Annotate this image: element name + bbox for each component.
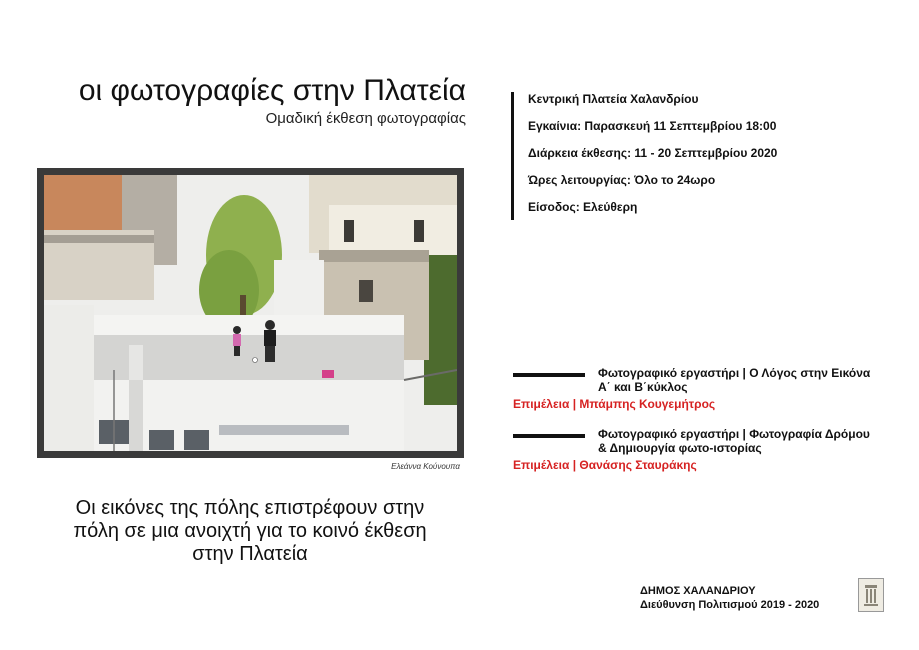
photo-window-front-2 (149, 430, 174, 450)
photo-building-brick (44, 175, 122, 230)
info-duration: Διάρκεια έκθεσης: 11 - 20 Σεπτεμβρίου 2020 (528, 146, 778, 160)
workshop-1-curator: Επιμέλεια | Μπάμπης Κουγεμήτρος (513, 397, 716, 411)
municipality-logo (858, 578, 884, 612)
photo-child-head (233, 326, 241, 334)
workshop-1-title (598, 366, 893, 394)
photo-balcony-left (44, 235, 154, 243)
workshop-1-title-line-2: Α΄ και Β΄κύκλος (598, 380, 688, 394)
photo-stone-window (359, 280, 373, 302)
footer-org-department: Διεύθυνση Πολιτισμού 2019 - 2020 (640, 599, 820, 611)
workshop-2-title (598, 427, 893, 455)
photo-window-right (344, 220, 354, 242)
photo-stone-top (319, 250, 429, 262)
tagline-line-2: πόλη σε μια ανοιχτή για το κοινό έκθεση (73, 520, 427, 542)
photo-credit: Ελεάννα Κούνουπα (391, 462, 460, 471)
photo-toy (322, 370, 334, 378)
info-hours: Ώρες λειτουργίας: Όλο το 24ωρο (528, 173, 716, 187)
exhibition-title: οι φωτογραφίες στην Πλατεία (78, 74, 466, 107)
photo-parapet-top (89, 315, 404, 335)
footer-org-name: ΔΗΜΟΣ ΧΑΛΑΝΔΡΙΟΥ (640, 585, 756, 597)
event-info (511, 92, 891, 220)
workshop-2-title-line-2: & Δημιουργία φωτο-ιστορίας (598, 441, 762, 455)
photo-window-front-3 (184, 430, 209, 450)
tagline-line-1: Οι εικόνες της πόλης επιστρέφουν στην (75, 497, 425, 519)
workshop-1-bar (513, 373, 585, 377)
photo-chimney-2 (129, 380, 143, 451)
footer-organization (640, 584, 860, 612)
photo-child-body (233, 334, 241, 346)
workshop-1 (513, 366, 893, 411)
workshop-1-title-line-1: Φωτογραφικό εργαστήρι | Ο Λόγος στην Εικόνα (598, 366, 871, 380)
workshop-2-bar (513, 434, 585, 438)
photo-building-front (44, 380, 404, 451)
tagline-line-3: στην Πλατεία (192, 543, 308, 565)
photo-chimney (129, 345, 143, 385)
photo-man-legs (265, 346, 275, 362)
photo-window-right-2 (414, 220, 424, 242)
workshop-2-title-line-1: Φωτογραφικό εργαστήρι | Φωτογραφία Δρόμου (598, 427, 870, 441)
info-location: Κεντρική Πλατεία Χαλανδρίου (528, 92, 699, 106)
photo-child-legs (234, 346, 240, 356)
photo-man-head (265, 320, 275, 330)
photo-man-body (264, 330, 276, 346)
photo-awning (219, 425, 349, 435)
workshop-2 (513, 427, 893, 472)
tagline (40, 497, 460, 566)
photo-building-left-wall (44, 305, 94, 451)
workshop-2-curator: Επιμέλεια | Θανάσης Σταυράκης (513, 458, 697, 472)
info-entry: Είσοδος: Ελεύθερη (528, 200, 638, 214)
photo-frame (37, 168, 464, 458)
photo-ball (253, 358, 258, 363)
exhibition-subtitle: Ομαδική έκθεση φωτογραφίας (265, 110, 466, 127)
info-opening: Εγκαίνια: Παρασκευή 11 Σεπτεμβρίου 18:00 (528, 119, 777, 133)
rooftop-photo (44, 175, 457, 451)
